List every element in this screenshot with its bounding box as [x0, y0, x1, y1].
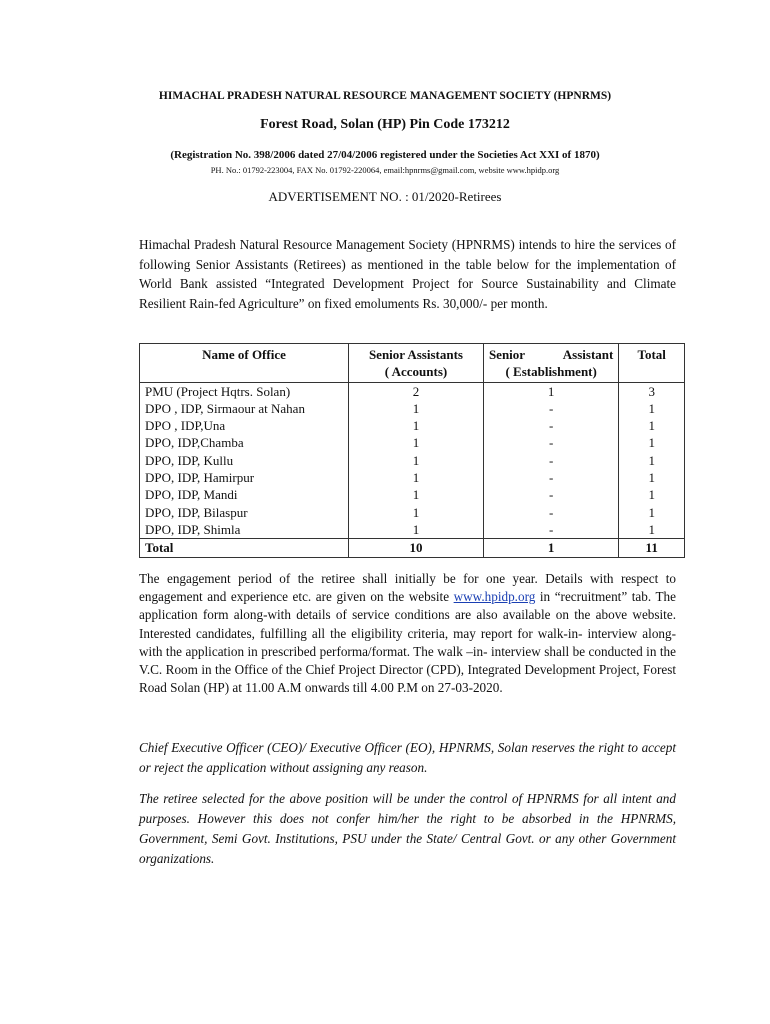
organization-address: Forest Road, Solan (HP) Pin Code 173212 — [260, 117, 510, 132]
cell-accounts: 1 — [349, 434, 484, 451]
cell-office: DPO, IDP,Chamba — [140, 434, 349, 451]
header-accounts-line2: ( Accounts) — [384, 364, 448, 380]
cell-total: 1 — [619, 400, 685, 417]
contact-line: PH. No.: 01792-223004, FAX No. 01792-220064, email:hpnrms@gmail.com, website www.hpidp.org — [210, 165, 560, 175]
cell-office: DPO, IDP, Shimla — [140, 521, 349, 539]
header-office: Name of Office — [140, 344, 349, 383]
cell-accounts: 1 — [349, 469, 484, 486]
cell-total: 1 — [619, 452, 685, 469]
cell-establishment: - — [483, 469, 618, 486]
table-row — [140, 452, 685, 469]
cell-office: DPO , IDP, Sirmaour at Nahan — [140, 400, 349, 417]
cell-office: DPO , IDP,Una — [140, 417, 349, 434]
table-header-row — [140, 344, 685, 383]
intro-paragraph: Himachal Pradesh Natural Resource Management Society (HPNRMS) intends to hire the services of following Senior Assistants (Retirees) as mentioned in the table below for the implementation of World Bank assisted “Integrated Development Project for Source Sustainability and Climate Resilient Rain-fed Agriculture” on fixed emoluments Rs. 30,000/- per month. — [139, 237, 676, 311]
cell-office: DPO, IDP, Hamirpur — [140, 469, 349, 486]
table-row — [140, 382, 685, 400]
cell-total: 1 — [619, 486, 685, 503]
total-total: 11 — [619, 539, 685, 557]
header-establishment-word2: Assistant — [562, 347, 614, 362]
cell-office: DPO, IDP, Bilaspur — [140, 504, 349, 521]
table-row — [140, 417, 685, 434]
header-establishment — [483, 344, 618, 383]
cell-total: 3 — [619, 382, 685, 400]
cell-accounts: 1 — [349, 521, 484, 539]
engagement-paragraph — [139, 570, 676, 697]
cell-establishment: - — [483, 486, 618, 503]
table-row — [140, 504, 685, 521]
table-total-row — [140, 539, 685, 557]
header-accounts-line1: Senior Assistants — [368, 347, 463, 362]
table-body — [140, 382, 685, 539]
cell-accounts: 1 — [349, 400, 484, 417]
cell-total: 1 — [619, 434, 685, 451]
header-accounts — [349, 344, 484, 383]
table-row — [140, 486, 685, 503]
cell-establishment: - — [483, 417, 618, 434]
cell-office: PMU (Project Hqtrs. Solan) — [140, 382, 349, 400]
table-row — [140, 434, 685, 451]
cell-office: DPO, IDP, Kullu — [140, 452, 349, 469]
cell-total: 1 — [619, 521, 685, 539]
cell-office: DPO, IDP, Mandi — [140, 486, 349, 503]
cell-total: 1 — [619, 417, 685, 434]
advertisement-number: ADVERTISEMENT NO. : 01/2020-Retirees — [268, 189, 502, 204]
control-paragraph: The retiree selected for the above position will be under the control of HPNRMS for all intent and purposes. However this does not confer him/her the right to be absorbed in the HPNRMS, Government, Semi Govt. Institutions, PSU under the State/ Central Govt. or any other Government organizations. — [139, 791, 676, 866]
cell-accounts: 1 — [349, 504, 484, 521]
header-establishment-word1: Senior — [488, 347, 526, 362]
table-row — [140, 521, 685, 539]
reserve-rights-paragraph: Chief Executive Officer (CEO)/ Executive Officer (EO), HPNRMS, Solan reserves the right to accept or reject the application without assigning any reason. — [139, 740, 676, 775]
registration-line: (Registration No. 398/2006 dated 27/04/2006 registered under the Societies Act XXI of 1870) — [170, 149, 600, 161]
table-row — [140, 469, 685, 486]
cell-total: 1 — [619, 504, 685, 521]
cell-accounts: 2 — [349, 382, 484, 400]
total-establishment: 1 — [483, 539, 618, 557]
cell-establishment: 1 — [483, 382, 618, 400]
website-link[interactable]: www.hpidp.org — [453, 589, 536, 605]
cell-accounts: 1 — [349, 452, 484, 469]
engagement-text-2: in “recruitment” tab. The application form along-with details of service conditions are also available on the above website. Interested candidates, fulfilling all the eligibility criteria, may report for walk-in- interview along-with the application in prescribed performa/format. The walk –in- interview shall be conducted in the V.C. Room in the Office of the Chief Project Director (CPD), Integrated Development Project, Forest Road Solan (HP) at 11.00 A.M onwards till 4.00 P.M on 27-03-2020. — [139, 589, 677, 696]
engagement-text-1: The engagement period of the retiree shall initially be for one year. Details with respect to engagement and experience etc. are given on the website — [139, 571, 676, 605]
cell-establishment: - — [483, 504, 618, 521]
header-establishment-line2: ( Establishment) — [505, 364, 597, 380]
cell-establishment: - — [483, 452, 618, 469]
cell-total: 1 — [619, 469, 685, 486]
header-total: Total — [619, 344, 685, 383]
table-row — [140, 400, 685, 417]
organization-name: HIMACHAL PRADESH NATURAL RESOURCE MANAGEMENT SOCIETY (HPNRMS) — [158, 90, 612, 102]
cell-accounts: 1 — [349, 486, 484, 503]
cell-accounts: 1 — [349, 417, 484, 434]
total-accounts: 10 — [349, 539, 484, 557]
cell-establishment: - — [483, 400, 618, 417]
total-label: Total — [140, 539, 349, 557]
cell-establishment: - — [483, 434, 618, 451]
cell-establishment: - — [483, 521, 618, 539]
posts-table — [139, 343, 685, 558]
